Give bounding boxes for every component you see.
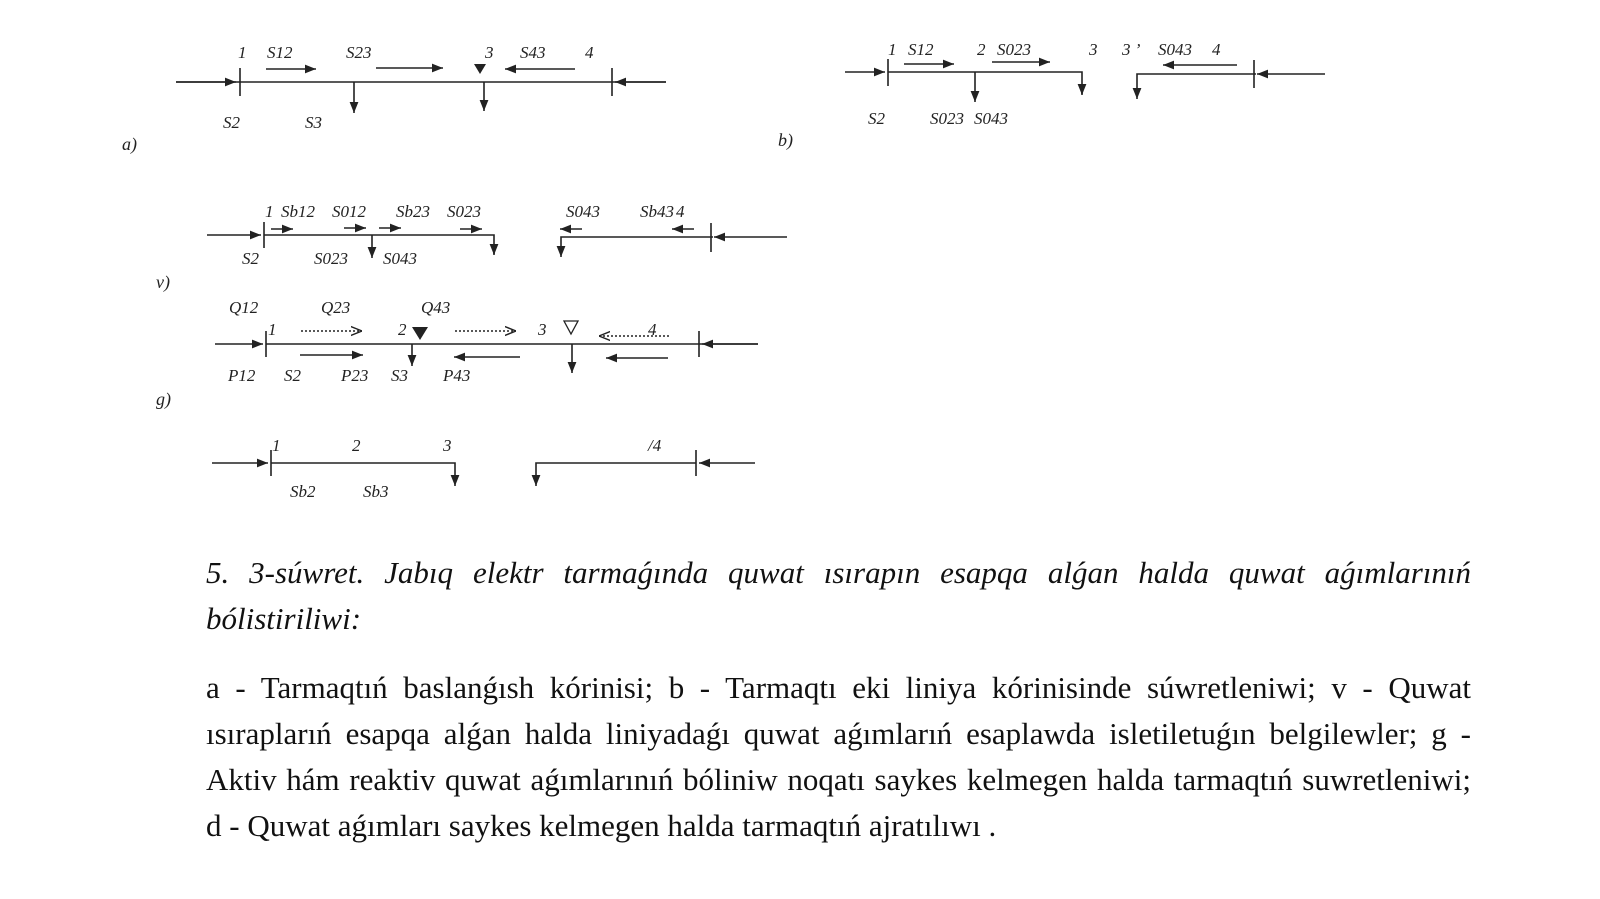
panel-g xyxy=(156,298,758,410)
panel-d-node-2: 2 xyxy=(352,436,361,455)
panel-a-node-4: 4 xyxy=(585,43,594,62)
panel-b-flow-s043: S043 xyxy=(1158,40,1192,59)
panel-v-flow-sb43: Sb43 xyxy=(640,202,674,221)
panel-a-flow-s43: S43 xyxy=(520,43,546,62)
panel-a-node-1: 1 xyxy=(238,43,247,62)
panel-v-flow-s043: S043 xyxy=(566,202,600,221)
panel-v-flow-s023: S023 xyxy=(447,202,481,221)
panel-v-node-4: 4 xyxy=(676,202,685,221)
panel-b-node-1: 1 xyxy=(888,40,897,59)
panel-b-node-2: 2 xyxy=(977,40,986,59)
panel-d-node-4: /4 xyxy=(648,436,662,455)
panel-d xyxy=(212,436,755,501)
panel-b-node-3-prime: 3 ’ xyxy=(1122,40,1141,59)
panel-g-load-s3: S3 xyxy=(391,366,408,385)
panel-a-flow-s12: S12 xyxy=(267,43,293,62)
panel-b-node-4: 4 xyxy=(1212,40,1221,59)
panel-a-flow-s23: S23 xyxy=(346,43,372,62)
figure-legend: a - Tarmaqtıń baslanǵısh kórinisi; b - Tarmaqtı eki liniya kórinisinde súwretleniwi; v - Quwat ısıraplarıń esapqa alǵan halda liniyadaǵı quwat aǵımlarıń esaplawda isletiletuǵın belgilewler; g - Aktiv hám reaktiv quwat aǵımlarınıń bóliniw noqatı saykes kelmegen halda tarmaqtıń suwretleniwi; d - Quwat aǵımları saykes kelmegen halda tarmaqtıń ajratılıwı . xyxy=(206,670,1471,843)
panel-a xyxy=(122,43,666,155)
panel-g-node-4: 4 xyxy=(648,320,657,339)
panel-b-node-3: 3 xyxy=(1089,40,1098,59)
panel-b-load-s023: S023 xyxy=(930,109,964,128)
panel-a-node-3: 3 xyxy=(485,43,494,62)
panel-v-load-s2: S2 xyxy=(242,249,259,268)
panel-v-flow-sb23: Sb23 xyxy=(396,202,430,221)
panel-v-flow-s012: S012 xyxy=(332,202,366,221)
panel-v-label: v) xyxy=(156,272,170,292)
panel-a-load-s3: S3 xyxy=(305,113,322,132)
panel-g-flow-p43: P43 xyxy=(443,366,471,385)
panel-a-load-s2: S2 xyxy=(223,113,240,132)
panel-b-load-s2: S2 xyxy=(868,109,885,128)
panel-g-flow-q12: Q12 xyxy=(229,298,259,317)
panel-a-label: a) xyxy=(122,134,137,154)
panel-b-flow-s023: S023 xyxy=(997,40,1031,59)
panel-g-load-s2: S2 xyxy=(284,366,301,385)
panel-b-flow-s12: S12 xyxy=(908,40,934,59)
panel-v-load-s023: S023 xyxy=(314,249,348,268)
panel-b xyxy=(778,40,1325,151)
panel-d-load-sb2: Sb2 xyxy=(290,482,316,501)
panel-v-flow-sb12: Sb12 xyxy=(281,202,315,221)
panel-b-label: b) xyxy=(778,130,793,150)
panel-d-node-1: 1 xyxy=(272,436,281,455)
panel-g-flow-q43: Q43 xyxy=(421,298,451,317)
panel-v-node-1: 1 xyxy=(265,202,274,221)
panel-d-node-3: 3 xyxy=(443,436,452,455)
panel-g-flow-p12: P12 xyxy=(228,366,256,385)
panel-d-load-sb3: Sb3 xyxy=(363,482,389,501)
panel-v xyxy=(156,202,787,293)
panel-g-node-3: 3 xyxy=(538,320,547,339)
panel-g-flow-p23: P23 xyxy=(341,366,369,385)
figure-caption: 5. 3-súwret. Jabıq elektr tarmaǵında quwat ısırapın esapqa alǵan halda quwat aǵımlarınıń bólistiriliwi: xyxy=(206,555,1471,636)
panel-g-label: g) xyxy=(156,389,171,409)
panel-b-load-s043: S043 xyxy=(974,109,1008,128)
panel-g-node-1: 1 xyxy=(268,320,277,339)
panel-g-flow-q23: Q23 xyxy=(321,298,351,317)
panel-g-node-2: 2 xyxy=(398,320,407,339)
panel-v-load-s043: S043 xyxy=(383,249,417,268)
